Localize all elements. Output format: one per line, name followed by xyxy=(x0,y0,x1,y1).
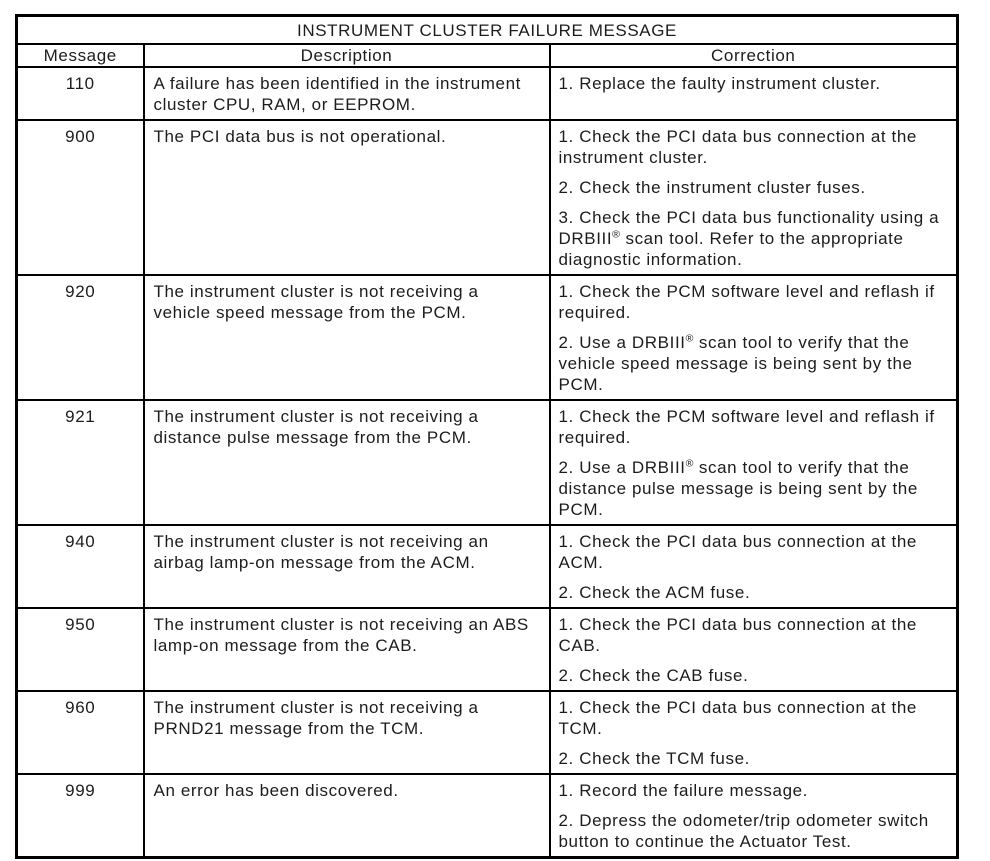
description-cell: A failure has been identified in the instrument cluster CPU, RAM, or EEPROM. xyxy=(144,67,550,120)
correction-step: 1. Check the PCM software level and reflash if required. xyxy=(558,282,935,322)
correction-cell xyxy=(550,608,958,691)
correction-cell xyxy=(550,120,958,275)
registered-trademark-symbol: ® xyxy=(685,457,694,470)
table-row xyxy=(17,774,958,858)
message-code-cell: 920 xyxy=(17,275,144,400)
correction-cell xyxy=(550,774,958,858)
table-row xyxy=(17,400,958,525)
instrument-cluster-failure-table xyxy=(15,14,959,859)
table-body xyxy=(17,67,958,858)
message-code-cell: 999 xyxy=(17,774,144,858)
correction-step: 2. Use a DRBIII® scan tool to verify that the distance pulse message is being sent by the PCM. xyxy=(558,457,918,519)
correction-cell xyxy=(550,691,958,774)
column-header-row xyxy=(17,44,958,67)
message-code-cell: 960 xyxy=(17,691,144,774)
table-row xyxy=(17,275,958,400)
correction-step: 1. Check the PCM software level and reflash if required. xyxy=(558,407,935,447)
correction-step: 1. Check the PCI data bus connection at the CAB. xyxy=(558,615,917,655)
correction-cell xyxy=(550,525,958,608)
correction-step: 2. Check the instrument cluster fuses. xyxy=(558,178,866,197)
correction-cell xyxy=(550,67,958,120)
description-cell: The instrument cluster is not receiving a distance pulse message from the PCM. xyxy=(144,400,550,525)
correction-step: 1. Check the PCI data bus connection at the instrument cluster. xyxy=(558,127,917,167)
table-row xyxy=(17,608,958,691)
correction-step: 2. Check the TCM fuse. xyxy=(558,749,750,768)
description-cell: An error has been discovered. xyxy=(144,774,550,858)
description-cell: The instrument cluster is not receiving an airbag lamp-on message from the ACM. xyxy=(144,525,550,608)
correction-cell xyxy=(550,400,958,525)
message-code-cell: 950 xyxy=(17,608,144,691)
description-cell: The instrument cluster is not receiving a PRND21 message from the TCM. xyxy=(144,691,550,774)
description-cell: The instrument cluster is not receiving an ABS lamp-on message from the CAB. xyxy=(144,608,550,691)
column-header-description: Description xyxy=(144,44,550,67)
table-title: INSTRUMENT CLUSTER FAILURE MESSAGE xyxy=(17,16,958,45)
table-row xyxy=(17,525,958,608)
correction-step: 2. Use a DRBIII® scan tool to verify that the vehicle speed message is being sent by the PCM. xyxy=(558,332,913,394)
correction-step: 2. Check the ACM fuse. xyxy=(558,583,751,602)
column-header-message: Message xyxy=(17,44,144,67)
correction-step: 2. Check the CAB fuse. xyxy=(558,666,749,685)
correction-step: 1. Record the failure message. xyxy=(558,781,809,800)
message-code-cell: 900 xyxy=(17,120,144,275)
table-row xyxy=(17,67,958,120)
correction-cell xyxy=(550,275,958,400)
correction-step: 2. Depress the odometer/trip odometer switch button to continue the Actuator Test. xyxy=(558,811,929,851)
correction-step: 1. Check the PCI data bus connection at the TCM. xyxy=(558,698,917,738)
table-row xyxy=(17,120,958,275)
registered-trademark-symbol: ® xyxy=(612,228,621,241)
description-cell: The PCI data bus is not operational. xyxy=(144,120,550,275)
message-code-cell: 940 xyxy=(17,525,144,608)
description-cell: The instrument cluster is not receiving a vehicle speed message from the PCM. xyxy=(144,275,550,400)
correction-step: 1. Replace the faulty instrument cluster. xyxy=(558,74,881,93)
column-header-correction: Correction xyxy=(550,44,958,67)
message-code-cell: 110 xyxy=(17,67,144,120)
correction-step: 3. Check the PCI data bus functionality using a DRBIII® scan tool. Refer to the appropriate diagnostic information. xyxy=(558,208,940,269)
message-code-cell: 921 xyxy=(17,400,144,525)
table-title-row xyxy=(17,16,958,45)
correction-step: 1. Check the PCI data bus connection at the ACM. xyxy=(558,532,917,572)
table-row xyxy=(17,691,958,774)
registered-trademark-symbol: ® xyxy=(685,332,694,345)
